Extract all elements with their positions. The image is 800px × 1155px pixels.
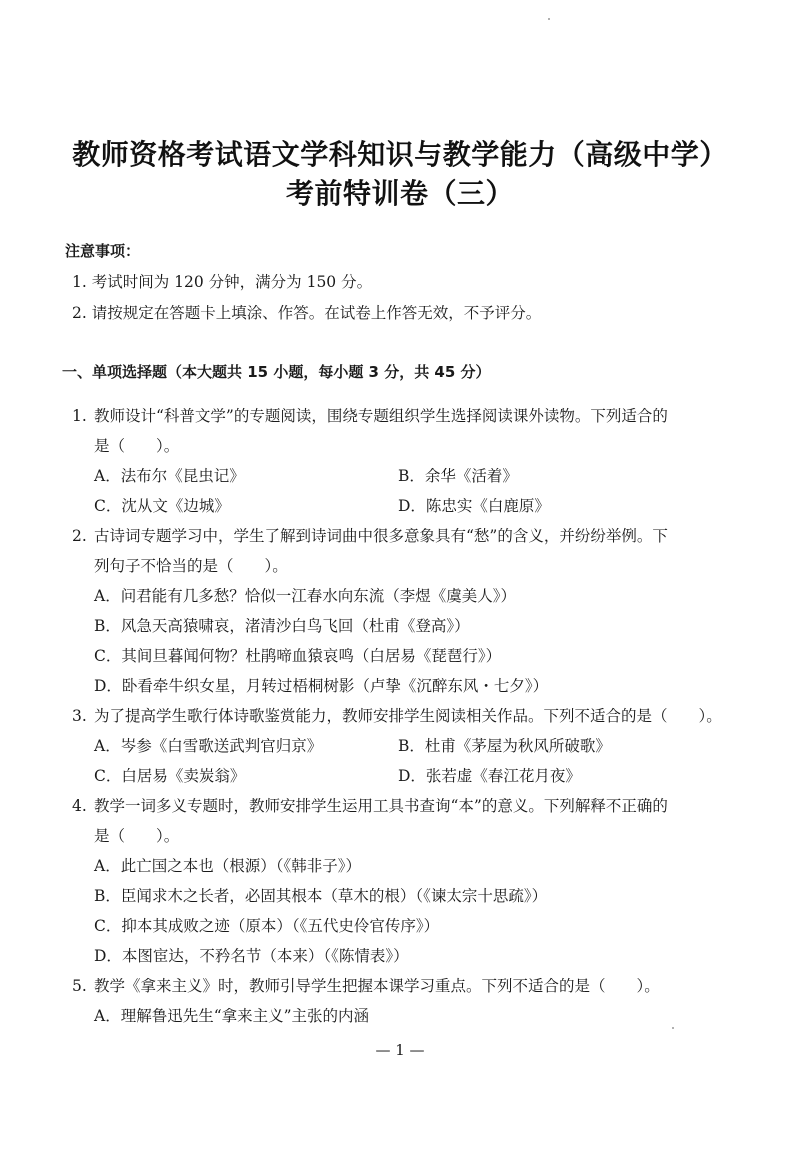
question-number: 5. — [72, 977, 87, 995]
section-heading: 一、单项选择题（本大题共 15 小题，每小题 3 分，共 45 分） — [62, 363, 491, 381]
question-text: 古诗词专题学习中，学生了解到诗词曲中很多意象具有“愁”的含义，并纷纷举例。下 — [94, 527, 668, 545]
option-b: B．杜甫《茅屋为秋风所破歌》 — [398, 737, 611, 755]
question-text: 教学《拿来主义》时，教师引导学生把握本课学习重点。下列不适合的是（ ）。 — [94, 977, 660, 995]
option-d: D．本图宦达，不矜名节（本来）（《陈情表》） — [94, 947, 409, 965]
question-number: 4. — [72, 797, 87, 815]
question-text-cont: 是（ ）。 — [94, 437, 180, 455]
option-a: A．岑参《白雪歌送武判官归京》 — [94, 737, 323, 755]
option-b: B．风急天高猿啸哀，渚清沙白鸟飞回（杜甫《登高》） — [94, 617, 470, 635]
question-text-cont: 列句子不恰当的是（ ）。 — [94, 557, 288, 575]
question-text: 教学一词多义专题时，教师安排学生运用工具书查询“本”的意义。下列解释不正确的 — [94, 797, 668, 815]
question-number: 3. — [72, 707, 87, 725]
exam-subtitle: 考前特训卷（三） — [285, 177, 514, 210]
question-text: 教师设计“科普文学”的专题阅读，围绕专题组织学生选择阅读课外读物。下列适合的 — [94, 407, 668, 425]
notice-item: 2. 请按规定在答题卡上填涂、作答。在试卷上作答无效，不予评分。 — [72, 304, 542, 322]
question-text-cont: 是（ ）。 — [94, 827, 180, 845]
question-number: 2. — [72, 527, 87, 545]
option-c: C．其间旦暮闻何物？杜鹃啼血猿哀鸣（白居易《琵琶行》） — [94, 647, 502, 665]
notice-item: 1. 考试时间为 120 分钟，满分为 150 分。 — [72, 273, 373, 291]
page-number: — 1 — — [375, 1041, 425, 1059]
question-stem — [72, 704, 722, 726]
option-b: B．余华《活着》 — [398, 467, 518, 485]
scan-speck — [548, 18, 550, 20]
option-c: C．白居易《卖炭翁》 — [94, 767, 246, 785]
question-text: 为了提高学生歌行体诗歌鉴赏能力，教师安排学生阅读相关作品。下列不适合的是（ ）。 — [94, 707, 722, 725]
scan-speck — [672, 1027, 674, 1029]
option-a: A．此亡国之本也（根源）（《韩非子》） — [94, 857, 361, 875]
option-c: C．抑本其成败之迹（原本）（《五代史伶官传序》） — [94, 917, 440, 935]
option-b: B．臣闻求木之长者，必固其根本（草木的根）（《谏太宗十思疏》） — [94, 887, 548, 905]
question-stem — [72, 794, 668, 816]
question-number: 1. — [72, 407, 87, 425]
option-d: D．陈忠实《白鹿原》 — [398, 497, 550, 515]
option-d: D．卧看牵牛织女星，月转过梧桐树影（卢挚《沉醉东风・七夕》） — [94, 677, 549, 695]
exam-title: 教师资格考试语文学科知识与教学能力（高级中学） — [72, 138, 728, 171]
question-stem — [72, 974, 660, 996]
option-a: A．法布尔《昆虫记》 — [94, 467, 245, 485]
notice-heading: 注意事项： — [65, 242, 141, 260]
option-a: A．问君能有几多愁？恰似一江春水向东流（李煜《虞美人》） — [94, 587, 516, 605]
question-stem — [72, 524, 668, 546]
option-c: C．沈从文《边城》 — [94, 497, 230, 515]
option-a: A．理解鲁迅先生“拿来主义”主张的内涵 — [94, 1007, 370, 1025]
question-stem — [72, 404, 668, 426]
option-d: D．张若虚《春江花月夜》 — [398, 767, 581, 785]
